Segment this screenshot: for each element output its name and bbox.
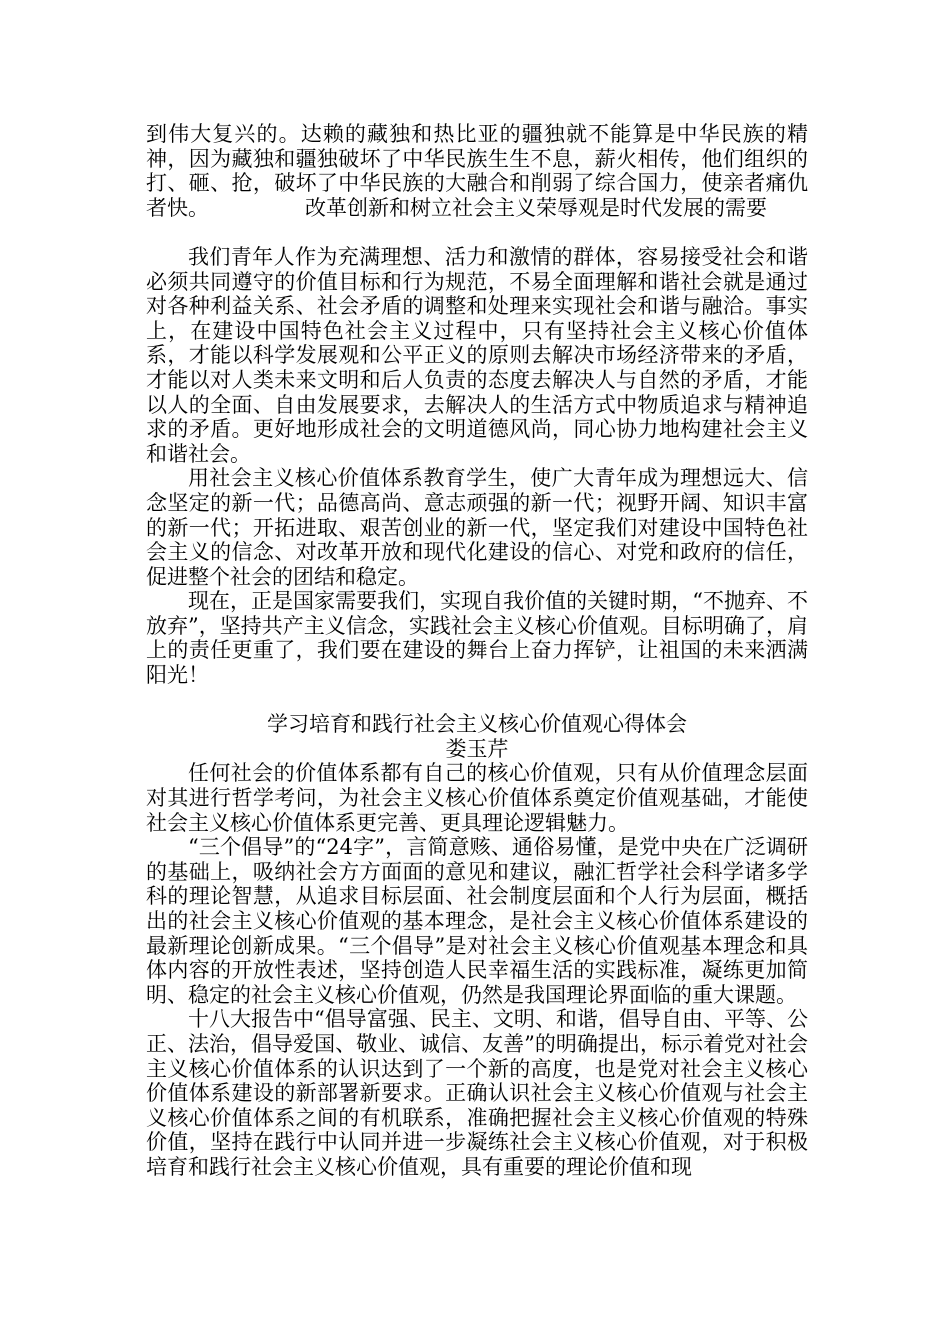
article-title: 学习培育和践行社会主义核心价值观心得体会 (267, 712, 687, 737)
paragraph-eighteenth-congress: 十八大报告中“倡导富强、民主、文明、和谐，倡导自由、平等、公正、法治，倡导爱国、敬业、诚信、友善”的明确提出，标示着党对社会主义核心价值体系的认识达到了一个新的高度，也是党对社会主义核心价值体系建设的新部署新要求。正确认识社会主义核心价值观与社会主义核心价值体系之间的有机联系，准确把握社会主义核心价值观的特殊价值，坚持在践行中认同并进一步凝练社会主义核心价值观，对于积极培育和践行社会主义核心价值观，具有重要的理论价值和现 (146, 1007, 808, 1179)
blank-line (146, 688, 808, 713)
paragraph-youth: 我们青年人作为充满理想、活力和激情的群体，容易接受社会和谐必须共同遵守的价值目标和行为规范，不易全面理解和谐社会就是通过对各种利益关系、社会矛盾的调整和处理来实现社会和谐与融洽。事实上，在建设中国特色社会主义过程中，只有坚持社会主义核心价值体系，才能以科学发展观和公平正义的原则去解决市场经济带来的矛盾，才能以对人类未来文明和后人负责的态度去解决人与自然的矛盾，才能以人的全面、自由发展要求，去解决人的生活方式中物质追求与精神追求的矛盾。更好地形成社会的文明道德风尚，同心协力地构建社会主义和谐社会。 (146, 244, 808, 466)
paragraph-now: 现在，正是国家需要我们，实现自我价值的关键时期，“不抛弃、不放弃”，坚持共产主义信念，实践社会主义核心价值观。目标明确了，肩上的责任更重了，我们要在建设的舞台上奋力挥铲，让祖国的未来洒满阳光！ (146, 589, 808, 688)
paragraph-value-system: 任何社会的价值体系都有自己的核心价值观，只有从价值理念层面对其进行哲学考问，为社会主义核心价值体系奠定价值观基础，才能使社会主义核心价值体系更完善、更具理论逻辑魅力。 (146, 761, 808, 835)
blank-line (146, 220, 808, 245)
document-page (146, 122, 808, 1180)
paragraph-three-advocacies: “三个倡导”的“24字”，言简意赅、通俗易懂，是党中央在广泛调研的基础上，吸纳社会方方面面的意见和建议，融汇哲学社会科学诸多学科的理论智慧，从追求目标层面、社会制度层面和个人行为层面，概括出的社会主义核心价值观的基本理念，是社会主义核心价值体系建设的最新理论创新成果。“三个倡导”是对社会主义核心价值观基本理念和具体内容的开放性表述，坚持创造人民幸福生活的实践标准，凝练更加简明、稳定的社会主义核心价值观，仍然是我国理论界面临的重大课题。 (146, 835, 808, 1007)
section-heading-inline: 改革创新和树立社会主义荣辱观是时代发展的需要 (305, 195, 767, 220)
paragraph-continuation (146, 122, 808, 220)
paragraph-education: 用社会主义核心价值体系教育学生，使广大青年成为理想远大、信念坚定的新一代；品德高尚、意志顽强的新一代；视野开阔、知识丰富的新一代；开拓进取、艰苦创业的新一代，坚定我们对建设中国特色社会主义的信念、对改革开放和现代化建设的信心、对党和政府的信任，促进整个社会的团结和稳定。 (146, 466, 808, 589)
paragraph-text: 到伟大复兴的。达赖的藏独和热比亚的疆独就不能算是中华民族的精神，因为藏独和疆独破坏了中华民族生生不息，薪火相传，他们组织的打、砸、抢，破坏了中华民族的大融合和削弱了综合国力，使亲者痛仇者快。 (146, 122, 808, 220)
article-author: 娄玉芹 (445, 736, 509, 761)
